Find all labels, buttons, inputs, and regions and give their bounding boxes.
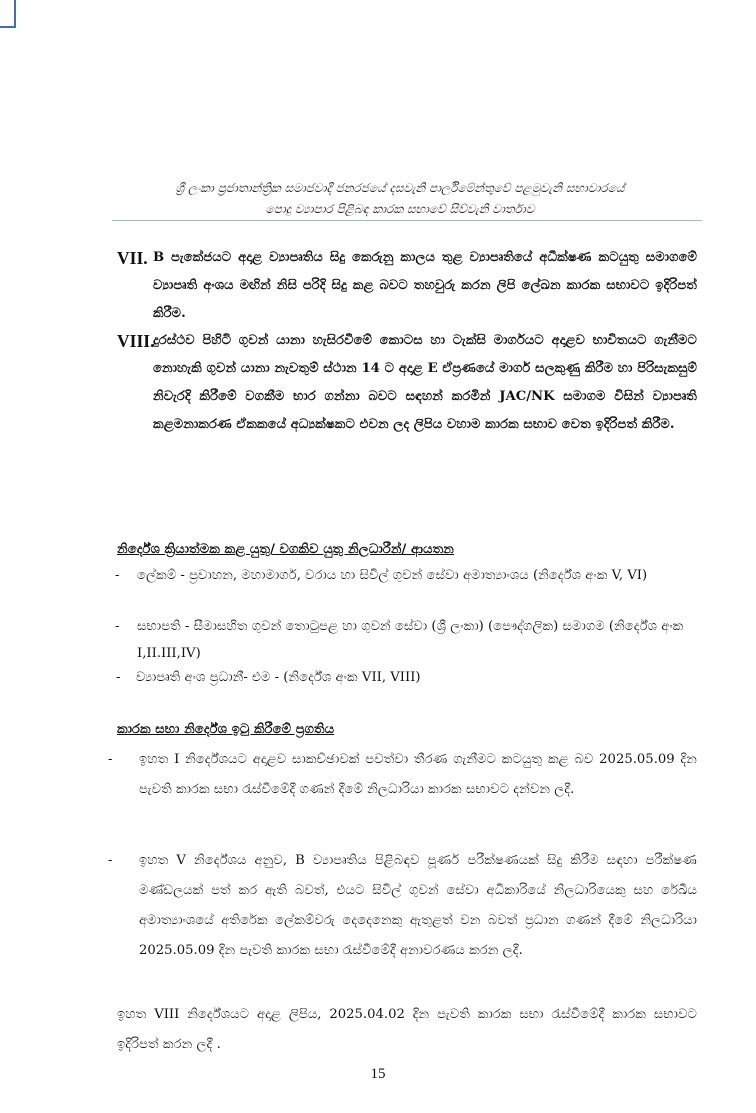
list-dash: - [116,670,121,685]
progress-heading: කාරක සභා නිර්දේශ ඉටු කිරීමේ ප්‍රගතිය [117,722,335,737]
progress-item [108,745,697,805]
list-dash: - [115,568,120,583]
list-item [115,562,697,589]
progress-closing: ඉහත VIII නිර්දේශයට අදාළ ලිපිය, 2025.04.02 දින පැවති කාරක සභා රැස්වීමේදී කාරක සභාවට ඉදිරිපත් කරන ලදී . [117,1007,697,1052]
progress-item [108,846,697,966]
list-dash: - [115,619,120,634]
page-number: 15 [370,1066,386,1082]
header-divider [112,220,702,221]
progress-item-text: ඉහත I නිර්දේශයට අදාළව සාකච්ඡාවක් පවත්වා තීරණ ගැනීමට කටයුතු කළ බව 2025.05.09 දින පැවති කාරක සභා රැස්වීමේදී ගණන් දීමේ නිලධාරියා කාරක සභාවට දන්වන ලදී. [139,752,697,797]
corner-mark [0,0,16,28]
list-dash: - [108,853,113,868]
list-item [116,664,696,691]
header-line-2: පොදු ව්‍යාපාර පිළිබඳ කාරක සභාවේ සිව්වැනි වාර්තාව [265,202,535,216]
list-item-text: ලේකම් - ප්‍රවාහන, මහාමාර්ග, වරාය හා සිවිල් ගුවන් සේවා අමාත්‍යාංශය (නිර්දේශ අංක V, VI) [137,568,648,583]
report-header [100,178,700,220]
list-dash: - [108,752,113,767]
progress-item-text: ඉහත V නිර්දේශය අනුව, B ව්‍යාපෘතිය පිළිබඳව පූර්ණ පරීක්ෂණයක් සිදු කිරීම සඳහා පරීක්ෂණ මණ්ඩලයක් පත් කර ඇති බවත්, එයට සිවිල් ගුවන් සේවා අධිකාරියේ නිලධාරියෙකු සහ රේඛීය අමාත්‍යාංශයේ අතිරේක ලේකම්වරු දෙදෙනෙකු ඇතුළත් වන බවත් ප්‍රධාන ගණන් දීමේ නිලධාරියා 2025.05.09 දින පැවති කාරක සභා රැස්වීමේදී අනාවරණය කරන ලදී. [139,853,697,958]
recommendation-viii [117,327,697,439]
list-item-text: ව්‍යාපෘති අංශ ප්‍රධානී- එම - (නිර්දේශ අංක VII, VIII) [136,670,421,685]
header-line-1: ශ්‍රී ලංකා ප්‍රජාතාන්ත්‍රික සමාජවාදී ජනරජයේ දසවැනි පාර්ලිමේන්තුවේ පළමුවැනි සභාවාරයේ [175,181,625,195]
recommendation-number: VII. [117,248,148,268]
officers-heading: නිර්දේශ ක්‍රියාත්මක කළ යුතු/ වගකිව යුතු නිලධාරීන්/ ආයතන [117,542,454,557]
list-item-text: සභාපති - සීමාසහිත ගුවන් තොටුපළ හා ගුවන් සේවා (ශ්‍රී ලංකා) (පෞද්ගලික) සමාගම (නිර්දේශ අංක I,II.III,IV) [137,619,684,661]
recommendation-text: B පැකේජයට අදාළ ව්‍යාපෘතිය සිදු කෙරුනු කාලය තුළ ව්‍යාපෘතියේ අධීක්ෂණ කටයුතු සමාගමේ ව්‍යාපෘති අංශය මඟින් නිසි පරිදි සිදු කළ බවට තහවුරු කරන ලිපි ලේඛන කාරක සභාවට ඉදිරිපත් කිරීම. [153,250,697,321]
recommendation-number: VIII. [117,331,155,351]
recommendation-text: දුරස්ථව පිහිටි ගුවන් යානා හැසිරවීමේ කොටස හා ටැක්සි මාර්ගයට අදාළව භාවිතයට ගැනීමට නොහැකි ගුවන් යානා නැවතුම් ස්ථාන 14 ට අදාළ E ඒප්‍රණයේ මාර්ග සලකුණු කිරීම හා පිරිසැකසුම් නිවැරදි කිරීමේ වගකීම භාර ගන්නා බවට සඳහන් කරමින් JAC/NK සමාගම විසින් ව්‍යාපෘති කළමනාකරණ ඒකකයේ අධ්‍යක්ෂකට එවන ලද ලිපිය වහාම කාරක සභාව වෙත ඉදිරිපත් කිරීම. [153,333,697,432]
recommendation-vii [117,244,697,328]
list-item [115,613,712,667]
